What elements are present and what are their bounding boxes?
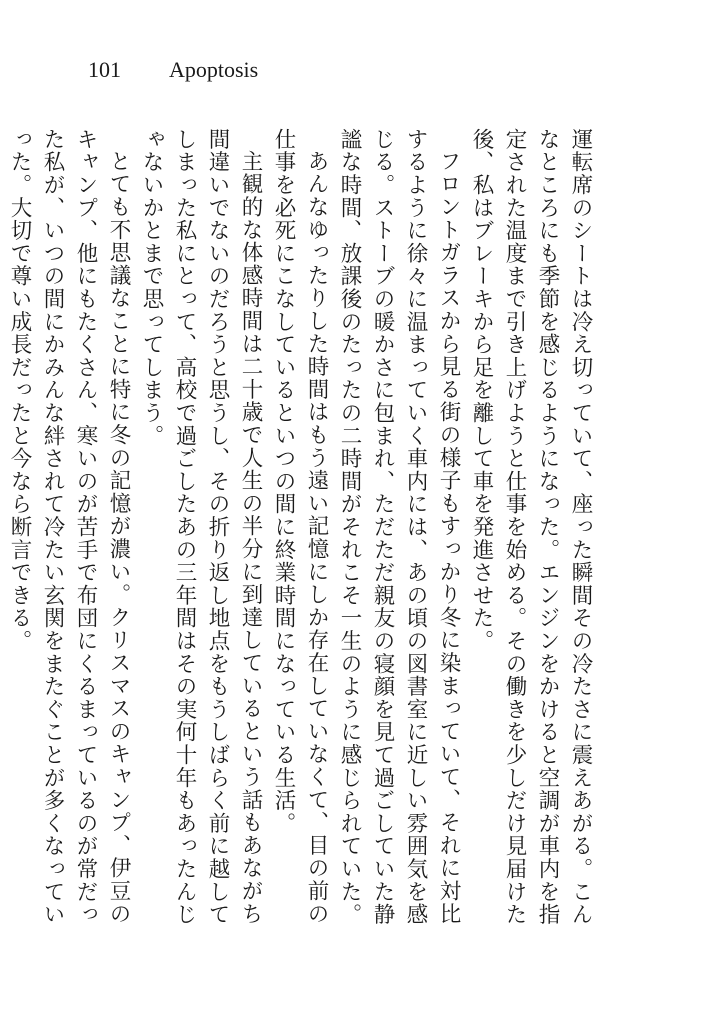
paragraph: 運転席のシートは冷え切っていて、座った瞬間その冷たさに震えあがる。こんなところにも季節を感じるようになった。エンジンをかけると空調が車内を指定された温度まで引き上げようと仕事を始める。その働きを少しだけ見届けた後、私はブレーキから足を離して車を発進させた。 (469, 128, 593, 926)
paragraph: 主観的な体感時間は二十歳で人生の半分に到達しているという話もあながち間違いでないのだろうと思うし、その折り返し地点をもうしばらく前に越してしまった私にとって、高校で過ごしたあの三年間はその実何十年もあったんじゃないかとまで思ってしまう。 (139, 128, 263, 926)
page-number: 101 (88, 57, 121, 82)
body-text (3, 128, 597, 928)
paragraph: とても不思議なことに特に冬の記憶が濃い。クリスマスのキャンプ、伊豆のキャンプ、他にもたくさん、寒いのが苦手で布団にくるまっているのが常だった私が、いつの間にかみんな絆されて冷たい玄関をまたぐことが多くなっていった。大切で尊い成長だったと今なら断言できる。 (7, 128, 131, 926)
paragraph: あんなゆったりした時間はもう遠い記憶にしか存在していなくて、目の前の仕事を必死にこなしているといつの間に終業時間になっている生活。 (271, 128, 329, 925)
paragraph: フロントガラスから見る街の様子もすっかり冬に染まっていて、それに対比するように徐々に温まっていく車内には、あの頃の図書室に近しい雰囲気を感じる。ストーブの暖かさに包まれ、ただただ親友の寝顔を見て過ごしていた静謐な時間、放課後のたったの二時間がそれこそ一生のように感じられていた。 (337, 128, 461, 926)
running-header (88, 55, 258, 85)
running-title: Apoptosis (169, 57, 259, 82)
